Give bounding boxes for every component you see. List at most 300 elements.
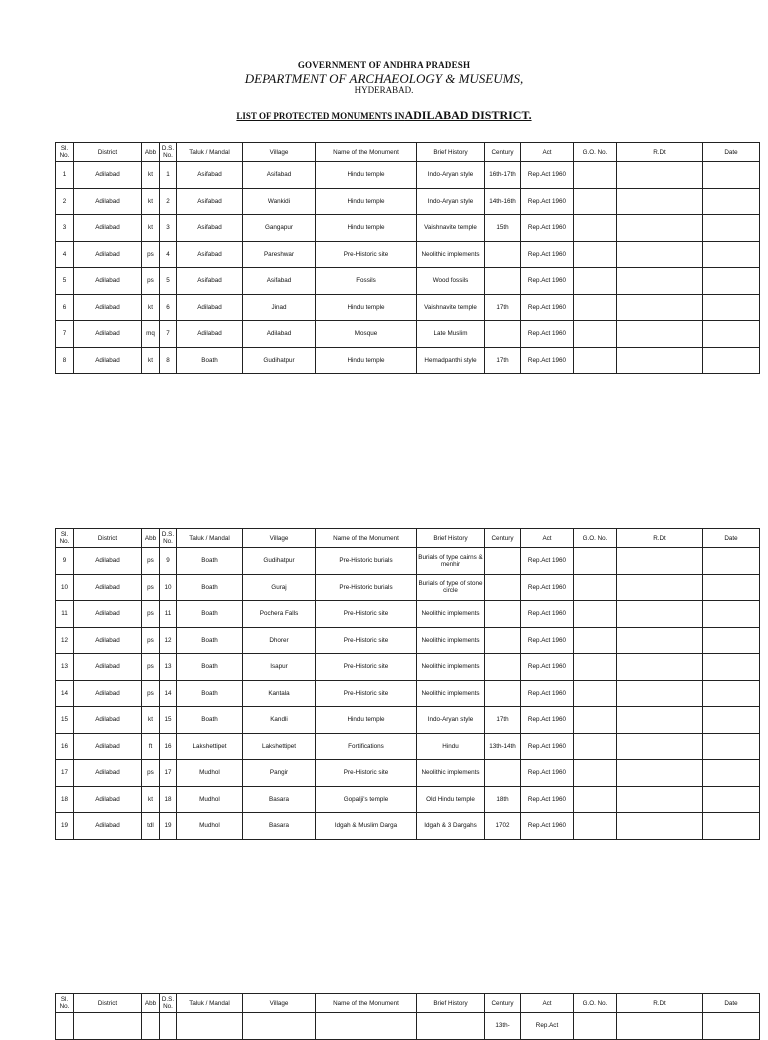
cell-century: 16th-17th [485, 162, 521, 189]
cell-abb: ps [142, 574, 160, 601]
cell-abb: ft [142, 733, 160, 760]
cell-taluk-mandal: Asifabad [177, 268, 243, 295]
cell-r-dt [617, 627, 703, 654]
column-header-sl-no: Sl. No. [56, 143, 74, 162]
cell-district [74, 1013, 142, 1040]
column-header-district: District [74, 143, 142, 162]
cell-village: Asifabad [243, 268, 316, 295]
cell-monument-name: Gopalji's temple [316, 786, 417, 813]
table-row [56, 574, 760, 601]
cell-district: Adilabad [74, 162, 142, 189]
table-header-row [56, 143, 760, 162]
cell-taluk-mandal: Asifabad [177, 241, 243, 268]
cell-brief-history: Neolithic implements [417, 241, 485, 268]
cell-go-no [574, 188, 617, 215]
cell-district: Adilabad [74, 760, 142, 787]
cell-abb: ps [142, 268, 160, 295]
cell-taluk-mandal: Boath [177, 548, 243, 575]
cell-r-dt [617, 548, 703, 575]
cell-act: Rep.Act 1960 [521, 707, 574, 734]
cell-act: Rep.Act 1960 [521, 680, 574, 707]
column-header-century: Century [485, 529, 521, 548]
table-row [56, 627, 760, 654]
cell-act: Rep.Act 1960 [521, 347, 574, 374]
cell-act: Rep.Act 1960 [521, 813, 574, 840]
cell-ds-no: 16 [160, 733, 177, 760]
cell-act: Rep.Act 1960 [521, 241, 574, 268]
cell-abb: ps [142, 548, 160, 575]
cell-date [703, 813, 760, 840]
government-heading: GOVERNMENT OF ANDHRA PRADESH [297, 60, 471, 70]
cell-taluk-mandal: Mudhol [177, 760, 243, 787]
cell-date [703, 574, 760, 601]
cell-century [485, 654, 521, 681]
table-row [56, 162, 760, 189]
cell-act: Rep.Act 1960 [521, 786, 574, 813]
cell-sl-no: 11 [56, 601, 74, 628]
cell-ds-no: 8 [160, 347, 177, 374]
column-header-century: Century [485, 994, 521, 1013]
table-row [56, 241, 760, 268]
cell-r-dt [617, 1013, 703, 1040]
cell-monument-name: Fortifications [316, 733, 417, 760]
cell-sl-no: 4 [56, 241, 74, 268]
cell-go-no [574, 627, 617, 654]
table-row [56, 760, 760, 787]
cell-go-no [574, 574, 617, 601]
cell-district: Adilabad [74, 215, 142, 242]
cell-abb: kt [142, 707, 160, 734]
cell-abb [142, 1013, 160, 1040]
cell-go-no [574, 786, 617, 813]
column-header-date: Date [703, 994, 760, 1013]
table-row [56, 733, 760, 760]
column-header-ds-no: D.S. No. [160, 994, 177, 1013]
cell-ds-no: 14 [160, 680, 177, 707]
cell-ds-no: 2 [160, 188, 177, 215]
column-header-r-dt: R.Dt [617, 143, 703, 162]
column-header-taluk-mandal: Taluk / Mandal [177, 994, 243, 1013]
column-header-go-no: G.O. No. [574, 529, 617, 548]
cell-abb: ps [142, 241, 160, 268]
cell-century [485, 601, 521, 628]
cell-go-no [574, 162, 617, 189]
cell-r-dt [617, 654, 703, 681]
cell-act: Rep.Act 1960 [521, 574, 574, 601]
cell-monument-name: Hindu temple [316, 215, 417, 242]
cell-brief-history: Vaishnavite temple [417, 215, 485, 242]
column-header-village: Village [243, 143, 316, 162]
cell-district: Adilabad [74, 813, 142, 840]
cell-taluk-mandal: Boath [177, 680, 243, 707]
column-header-act: Act [521, 529, 574, 548]
cell-village: Basara [243, 786, 316, 813]
cell-go-no [574, 760, 617, 787]
cell-village: Pochera Falls [243, 601, 316, 628]
cell-act: Rep.Act [521, 1013, 574, 1040]
cell-district: Adilabad [74, 786, 142, 813]
cell-go-no [574, 268, 617, 295]
column-header-abb: Abb [142, 529, 160, 548]
cell-taluk-mandal: Adilabad [177, 321, 243, 348]
column-header-ds-no: D.S. No. [160, 529, 177, 548]
cell-monument-name: Pre-Historic burials [316, 574, 417, 601]
cell-century: 17th [485, 347, 521, 374]
cell-monument-name [316, 1013, 417, 1040]
cell-date [703, 188, 760, 215]
cell-r-dt [617, 601, 703, 628]
cell-taluk-mandal: Boath [177, 654, 243, 681]
column-header-date: Date [703, 529, 760, 548]
cell-monument-name: Hindu temple [316, 347, 417, 374]
cell-abb: ps [142, 760, 160, 787]
cell-r-dt [617, 733, 703, 760]
cell-go-no [574, 321, 617, 348]
cell-village: Isapur [243, 654, 316, 681]
cell-act: Rep.Act 1960 [521, 601, 574, 628]
cell-abb: tdl [142, 813, 160, 840]
cell-district: Adilabad [74, 733, 142, 760]
cell-ds-no: 13 [160, 654, 177, 681]
cell-go-no [574, 733, 617, 760]
cell-ds-no: 7 [160, 321, 177, 348]
cell-village: Pareshwar [243, 241, 316, 268]
cell-brief-history: Hemadpanthi style [417, 347, 485, 374]
column-header-r-dt: R.Dt [617, 529, 703, 548]
cell-date [703, 268, 760, 295]
cell-district: Adilabad [74, 654, 142, 681]
cell-monument-name: Idgah & Muslim Darga [316, 813, 417, 840]
cell-go-no [574, 215, 617, 242]
cell-date [703, 786, 760, 813]
cell-taluk-mandal: Boath [177, 601, 243, 628]
list-title-prefix: LIST OF PROTECTED MONUMENTS IN [236, 111, 405, 121]
cell-r-dt [617, 707, 703, 734]
column-header-act: Act [521, 143, 574, 162]
column-header-sl-no: Sl. No. [56, 529, 74, 548]
cell-brief-history: Hindu [417, 733, 485, 760]
column-header-date: Date [703, 143, 760, 162]
cell-go-no [574, 1013, 617, 1040]
table-row [56, 601, 760, 628]
cell-date [703, 294, 760, 321]
cell-sl-no: 12 [56, 627, 74, 654]
cell-monument-name: Hindu temple [316, 188, 417, 215]
cell-village: Guraj [243, 574, 316, 601]
cell-century: 18th [485, 786, 521, 813]
cell-act: Rep.Act 1960 [521, 733, 574, 760]
cell-brief-history: Neolithic implements [417, 601, 485, 628]
cell-abb: kt [142, 786, 160, 813]
cell-act: Rep.Act 1960 [521, 294, 574, 321]
cell-go-no [574, 601, 617, 628]
cell-date [703, 760, 760, 787]
cell-taluk-mandal: Asifabad [177, 162, 243, 189]
cell-monument-name: Pre-Historic burials [316, 548, 417, 575]
cell-ds-no: 9 [160, 548, 177, 575]
department-heading: DEPARTMENT OF ARCHAEOLOGY & MUSEUMS, [244, 71, 524, 86]
cell-monument-name: Hindu temple [316, 162, 417, 189]
cell-taluk-mandal: Boath [177, 347, 243, 374]
table-row [56, 654, 760, 681]
column-header-district: District [74, 529, 142, 548]
cell-ds-no: 5 [160, 268, 177, 295]
cell-r-dt [617, 188, 703, 215]
cell-village: Dhorer [243, 627, 316, 654]
cell-ds-no: 6 [160, 294, 177, 321]
cell-sl-no: 13 [56, 654, 74, 681]
cell-brief-history: Old Hindu temple [417, 786, 485, 813]
column-header-go-no: G.O. No. [574, 994, 617, 1013]
cell-brief-history: Neolithic implements [417, 627, 485, 654]
cell-sl-no: 14 [56, 680, 74, 707]
cell-village [243, 1013, 316, 1040]
cell-brief-history: Burials of type of stone circle [417, 574, 485, 601]
cell-r-dt [617, 786, 703, 813]
cell-century [485, 321, 521, 348]
cell-r-dt [617, 347, 703, 374]
cell-date [703, 654, 760, 681]
cell-monument-name: Pre-Historic site [316, 241, 417, 268]
cell-date [703, 548, 760, 575]
cell-village: Gangapur [243, 215, 316, 242]
cell-district: Adilabad [74, 627, 142, 654]
list-title-district: ADILABAD DISTRICT. [404, 108, 532, 122]
cell-abb: kt [142, 188, 160, 215]
monuments-table-3 [55, 993, 760, 1040]
cell-date [703, 680, 760, 707]
column-header-abb: Abb [142, 143, 160, 162]
cell-go-no [574, 294, 617, 321]
column-header-abb: Abb [142, 994, 160, 1013]
cell-r-dt [617, 760, 703, 787]
cell-taluk-mandal: Mudhol [177, 813, 243, 840]
cell-taluk-mandal: Boath [177, 707, 243, 734]
cell-ds-no: 15 [160, 707, 177, 734]
column-header-century: Century [485, 143, 521, 162]
cell-r-dt [617, 574, 703, 601]
column-header-taluk-mandal: Taluk / Mandal [177, 529, 243, 548]
cell-century [485, 627, 521, 654]
cell-district: Adilabad [74, 268, 142, 295]
column-header-r-dt: R.Dt [617, 994, 703, 1013]
table-row [56, 268, 760, 295]
table-row [56, 215, 760, 242]
cell-century [485, 680, 521, 707]
cell-district: Adilabad [74, 188, 142, 215]
city-heading: HYDERABAD. [354, 85, 414, 95]
cell-century: 13th- [485, 1013, 521, 1040]
cell-r-dt [617, 813, 703, 840]
cell-village: Gudihatpur [243, 548, 316, 575]
cell-act: Rep.Act 1960 [521, 654, 574, 681]
table-row [56, 813, 760, 840]
cell-sl-no: 10 [56, 574, 74, 601]
table-row [56, 786, 760, 813]
cell-taluk-mandal: Asifabad [177, 215, 243, 242]
column-header-district: District [74, 994, 142, 1013]
table-header-row [56, 994, 760, 1013]
cell-century [485, 268, 521, 295]
cell-date [703, 627, 760, 654]
cell-r-dt [617, 241, 703, 268]
cell-go-no [574, 680, 617, 707]
cell-sl-no: 3 [56, 215, 74, 242]
cell-r-dt [617, 268, 703, 295]
table-row [56, 321, 760, 348]
cell-century: 17th [485, 707, 521, 734]
cell-monument-name: Fossils [316, 268, 417, 295]
cell-date [703, 733, 760, 760]
table-row [56, 680, 760, 707]
cell-district: Adilabad [74, 321, 142, 348]
cell-brief-history: Wood fossils [417, 268, 485, 295]
cell-abb: kt [142, 294, 160, 321]
cell-village: Gudihatpur [243, 347, 316, 374]
table-row [56, 188, 760, 215]
cell-brief-history: Indo-Aryan style [417, 162, 485, 189]
cell-ds-no: 19 [160, 813, 177, 840]
cell-village: Kandli [243, 707, 316, 734]
cell-sl-no: 19 [56, 813, 74, 840]
column-header-brief-history: Brief History [417, 143, 485, 162]
cell-r-dt [617, 215, 703, 242]
cell-abb: kt [142, 347, 160, 374]
cell-taluk-mandal: Asifabad [177, 188, 243, 215]
column-header-monument-name: Name of the Monument [316, 529, 417, 548]
cell-abb: ps [142, 601, 160, 628]
cell-ds-no: 10 [160, 574, 177, 601]
cell-go-no [574, 347, 617, 374]
cell-brief-history: Vaishnavite temple [417, 294, 485, 321]
cell-monument-name: Pre-Historic site [316, 680, 417, 707]
cell-brief-history: Indo-Aryan style [417, 707, 485, 734]
cell-sl-no: 9 [56, 548, 74, 575]
column-header-brief-history: Brief History [417, 529, 485, 548]
cell-century: 14th-16th [485, 188, 521, 215]
cell-go-no [574, 241, 617, 268]
column-header-go-no: G.O. No. [574, 143, 617, 162]
cell-date [703, 241, 760, 268]
cell-act: Rep.Act 1960 [521, 162, 574, 189]
cell-abb: ps [142, 627, 160, 654]
cell-abb: ps [142, 680, 160, 707]
cell-ds-no: 3 [160, 215, 177, 242]
cell-taluk-mandal [177, 1013, 243, 1040]
cell-district: Adilabad [74, 707, 142, 734]
cell-sl-no: 1 [56, 162, 74, 189]
cell-brief-history: Neolithic implements [417, 654, 485, 681]
column-header-village: Village [243, 994, 316, 1013]
cell-brief-history: Neolithic implements [417, 760, 485, 787]
cell-brief-history: Neolithic implements [417, 680, 485, 707]
cell-sl-no: 15 [56, 707, 74, 734]
cell-district: Adilabad [74, 601, 142, 628]
cell-taluk-mandal: Boath [177, 627, 243, 654]
cell-century [485, 241, 521, 268]
table-row [56, 1013, 760, 1040]
cell-act: Rep.Act 1960 [521, 627, 574, 654]
column-header-monument-name: Name of the Monument [316, 143, 417, 162]
cell-act: Rep.Act 1960 [521, 188, 574, 215]
cell-ds-no: 18 [160, 786, 177, 813]
cell-date [703, 347, 760, 374]
cell-village: Asifabad [243, 162, 316, 189]
cell-sl-no: 17 [56, 760, 74, 787]
cell-taluk-mandal: Lakshettipet [177, 733, 243, 760]
cell-brief-history: Burials of type cairns & menhir [417, 548, 485, 575]
cell-village: Basara [243, 813, 316, 840]
column-header-ds-no: D.S. No. [160, 143, 177, 162]
cell-sl-no: 18 [56, 786, 74, 813]
cell-ds-no: 4 [160, 241, 177, 268]
cell-village: Kantala [243, 680, 316, 707]
cell-village: Lakshettipet [243, 733, 316, 760]
cell-village: Jinad [243, 294, 316, 321]
cell-date [703, 1013, 760, 1040]
cell-date [703, 601, 760, 628]
cell-abb: mq [142, 321, 160, 348]
column-header-sl-no: Sl. No. [56, 994, 74, 1013]
cell-abb: kt [142, 162, 160, 189]
cell-act: Rep.Act 1960 [521, 321, 574, 348]
column-header-taluk-mandal: Taluk / Mandal [177, 143, 243, 162]
column-header-monument-name: Name of the Monument [316, 994, 417, 1013]
cell-century: 1702 [485, 813, 521, 840]
cell-r-dt [617, 680, 703, 707]
cell-district: Adilabad [74, 680, 142, 707]
cell-sl-no [56, 1013, 74, 1040]
cell-village: Pangir [243, 760, 316, 787]
table-row [56, 294, 760, 321]
cell-brief-history: Idgah & 3 Dargahs [417, 813, 485, 840]
cell-date [703, 215, 760, 242]
cell-brief-history: Late Muslim [417, 321, 485, 348]
cell-act: Rep.Act 1960 [521, 215, 574, 242]
cell-monument-name: Hindu temple [316, 707, 417, 734]
cell-monument-name: Hindu temple [316, 294, 417, 321]
cell-monument-name: Mosque [316, 321, 417, 348]
monuments-table-1 [55, 142, 760, 374]
table-row [56, 347, 760, 374]
cell-century [485, 760, 521, 787]
cell-abb: kt [142, 215, 160, 242]
cell-monument-name: Pre-Historic site [316, 601, 417, 628]
cell-ds-no: 12 [160, 627, 177, 654]
cell-district: Adilabad [74, 347, 142, 374]
cell-century: 13th-14th [485, 733, 521, 760]
cell-date [703, 321, 760, 348]
cell-ds-no: 17 [160, 760, 177, 787]
monuments-table-2 [55, 528, 760, 840]
cell-ds-no: 1 [160, 162, 177, 189]
cell-district: Adilabad [74, 241, 142, 268]
cell-go-no [574, 813, 617, 840]
cell-century [485, 574, 521, 601]
cell-monument-name: Pre-Historic site [316, 760, 417, 787]
cell-district: Adilabad [74, 574, 142, 601]
cell-go-no [574, 707, 617, 734]
cell-taluk-mandal: Adilabad [177, 294, 243, 321]
cell-act: Rep.Act 1960 [521, 268, 574, 295]
cell-village: Wankidi [243, 188, 316, 215]
cell-brief-history [417, 1013, 485, 1040]
column-header-village: Village [243, 529, 316, 548]
cell-r-dt [617, 162, 703, 189]
table-row [56, 548, 760, 575]
cell-ds-no [160, 1013, 177, 1040]
cell-village: Adilabad [243, 321, 316, 348]
